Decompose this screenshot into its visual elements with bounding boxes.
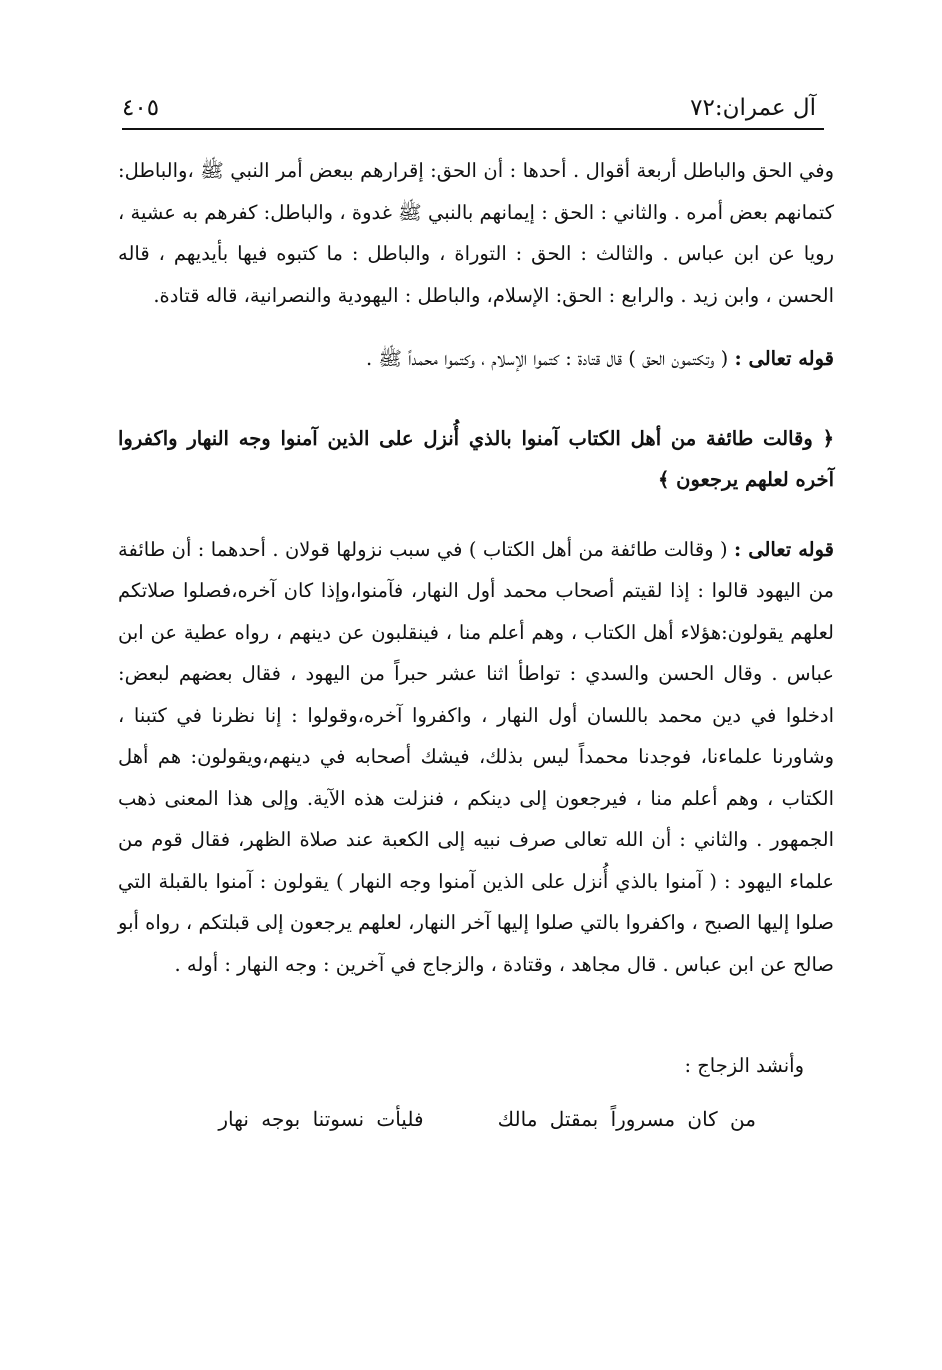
commentary-text: ( وقالت طائفة من أهل الكتاب ) في سبب نزولها قولان . أحدهما : أن طائفة من اليهود قالوا : إذا لقيتم أصحاب محمد أول النهار، فآمنوا،وإذا كان آخره،فصلوا صلاتكم لعلهم يقولون:هؤلاء أهل الكتاب ، وهم أعلم منا ، فينقلبون عن دينهم ، رواه عطية عن ابن عباس . وقال الحسن والسدي : تواطأ اثنا عشر حبراً من اليهود ، فقال بعضهم لبعض: ادخلوا في دين محمد باللسان أول النهار ، واكفروا آخره،وقولوا : إنا نظرنا في كتبنا ، وشاورنا علماءنا، فوجدنا محمداً ليس بذلك، فيشك أصحابه في دينهم،ويقولون: هم أهل الكتاب ، وهم أعلم منا ، فيرجعون إلى دينكم ، فنزلت هذه الآية. وإلى هذا المعنى ذهب الجمهور . والثاني : أن الله تعالى صرف نبيه إلى الكعبة عند صلاة الظهر، فقال قوم من علماء اليهود : ( آمنوا بالذي أُنزل على الذين آمنوا وجه النهار ) يقولون : آمنوا بالقبلة التي صلوا إليها الصبح ، واكفروا بالتي صلوا إليها آخر النهار، لعلهم يرجعون إلى قبلتكم ، رواه أبو صالح عن ابن عباس . قال مجاهد ، وقتادة ، والزجاج في آخرين : وجه النهار : أوله . — [118, 537, 834, 976]
quran-verse: ﴿ وقالت طائفة من أهل الكتاب آمنوا بالذي أُنزل على الذين آمنوا وجه النهار واكفروا آخره لعلهم يرجعون ﴾ — [118, 426, 834, 491]
poem-hemistich-1: من كان مسروراً بمقتل مالك — [497, 1106, 756, 1131]
commentary-label: قوله تعالى : — [734, 347, 834, 370]
poem-verse — [118, 1097, 834, 1141]
commentary-text: ( وتكتمون الحق ) قال قتادة : كتموا الإسلام ، وكتموا محمداً ﷺ . — [366, 347, 729, 370]
page-header — [122, 88, 816, 128]
paragraph-commentary-1 — [118, 338, 834, 380]
header-rule — [122, 128, 824, 130]
poem-hemistich-2: فليأت نسوتنا بوجه نهار — [218, 1106, 424, 1131]
paragraph-commentary-2 — [118, 529, 834, 986]
page-number: ٤٠٥ — [122, 95, 160, 121]
page-body — [118, 150, 834, 1141]
paragraph-opinions: وفي الحق والباطل أربعة أقوال . أحدها : أن الحق: إقرارهم ببعض أمر النبي ﷺ ،والباطل: كتمانهم بعض أمره . والثاني : الحق : إيمانهم بالنبي ﷺ غدوة ، والباطل: كفرهم به عشية ، رويا عن ابن عباس . والثالث : الحق : التوراة ، والباطل : ما كتبوه فيها بأيديهم ، قاله الحسن ، وابن زيد . والرابع : الحق: الإسلام، والباطل : اليهودية والنصرانية، قاله قتادة. — [118, 159, 834, 307]
commentary-label: قوله تعالى : — [734, 537, 834, 561]
poem-intro: وأنشد الزجاج : — [684, 1054, 804, 1077]
running-title: آل عمران:٧٢ — [690, 95, 816, 121]
